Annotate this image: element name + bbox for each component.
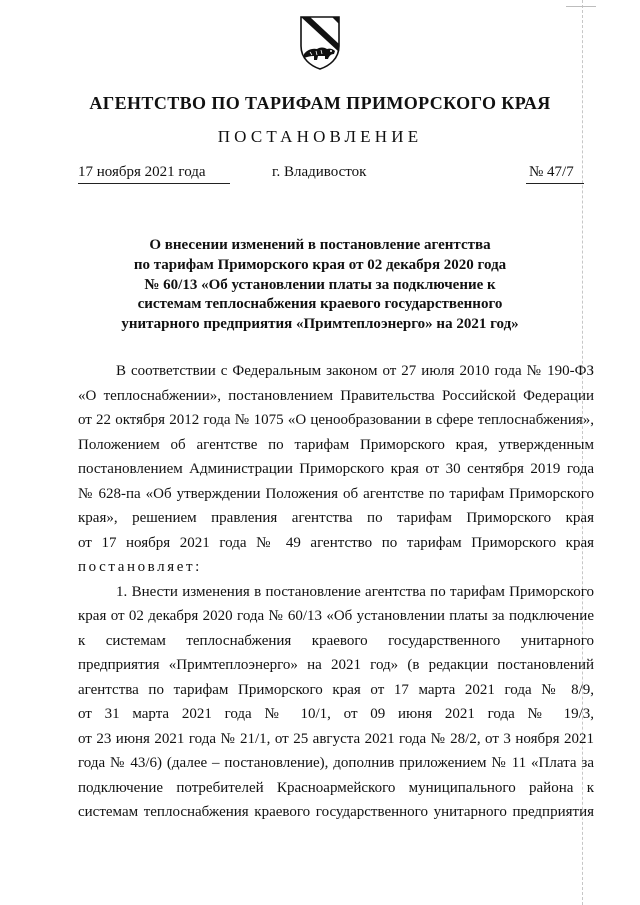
body-line: «О теплоснабжении», постановлением Правительства Российской Федерации: [78, 387, 594, 404]
document-date: 17 ноября 2021 года: [78, 164, 206, 180]
body-line: системам теплоснабжения краевого государственного унитарного предприятия: [78, 804, 594, 820]
body-line-resolves: постановляет:: [78, 559, 202, 575]
title-line: унитарного предприятия «Примтеплоэнерго» на 2021 год»: [121, 316, 519, 333]
document-body: [78, 359, 594, 825]
document-city: г. Владивосток: [272, 164, 367, 180]
body-line: к системам теплоснабжения краевого государственного унитарного: [78, 632, 594, 649]
title-line: по тарифам Приморского края от 02 декабря 2020 года: [133, 256, 507, 273]
document-type: ПОСТАНОВЛЕНИЕ: [217, 127, 423, 146]
title-line: № 60/13 «Об установлении платы за подключение к: [144, 276, 496, 293]
document-number: № 47/7: [529, 164, 574, 180]
body-line: агентства по тарифам Приморского края от 17 марта 2021 года № 8/9,: [78, 681, 594, 698]
body-line: постановлением Администрации Приморского края от 30 сентября 2019 года: [78, 461, 594, 477]
title-line: системам теплоснабжения краевого государственного: [137, 296, 503, 313]
body-line: от 31 марта 2021 года № 10/1, от 09 июня 2021 года № 19/3,: [78, 706, 594, 722]
date-underline: [78, 183, 230, 184]
body-line: от 23 июня 2021 года № 21/1, от 25 августа 2021 года № 28/2, от 3 ноября 2021: [78, 730, 594, 747]
body-line: предприятия «Примтеплоэнерго» на 2021 год» (в редакции постановлений: [78, 657, 594, 673]
body-line: № 628-па «Об утверждении Положения об агентстве по тарифам Приморского: [78, 485, 594, 502]
body-line: подключение потребителей Красноармейского муниципального района к: [78, 779, 594, 796]
number-underline: [526, 183, 584, 184]
body-line: от 22 октября 2012 года № 1075 «О ценообразовании в сфере теплоснабжения»,: [78, 412, 594, 428]
body-line: года № 43/6) (далее – постановление), дополнив приложением № 11 «Плата за: [78, 755, 594, 771]
body-line: края от 02 декабря 2020 года № 60/13 «Об установлении платы за подключение: [78, 608, 594, 624]
body-line: Положением об агентстве по тарифам Приморского края, утвержденным: [78, 436, 594, 453]
body-line: от 17 ноября 2021 года № 49 агентство по тарифам Приморского края: [78, 534, 594, 551]
agency-name: АГЕНТСТВО ПО ТАРИФАМ ПРИМОРСКОГО КРАЯ: [89, 93, 551, 113]
coat-of-arms-icon: [298, 14, 342, 70]
document-title: [60, 236, 580, 335]
body-line: края», решением правления агентства по тарифам Приморского края: [78, 510, 594, 526]
title-line: О внесении изменений в постановление агентства: [149, 237, 491, 253]
body-line: В соответствии с Федеральным законом от 27 июля 2010 года № 190-ФЗ: [116, 363, 594, 379]
scan-edge-mark: [566, 6, 596, 7]
body-line: 1. Внести изменения в постановление агентства по тарифам Приморского: [116, 583, 594, 600]
